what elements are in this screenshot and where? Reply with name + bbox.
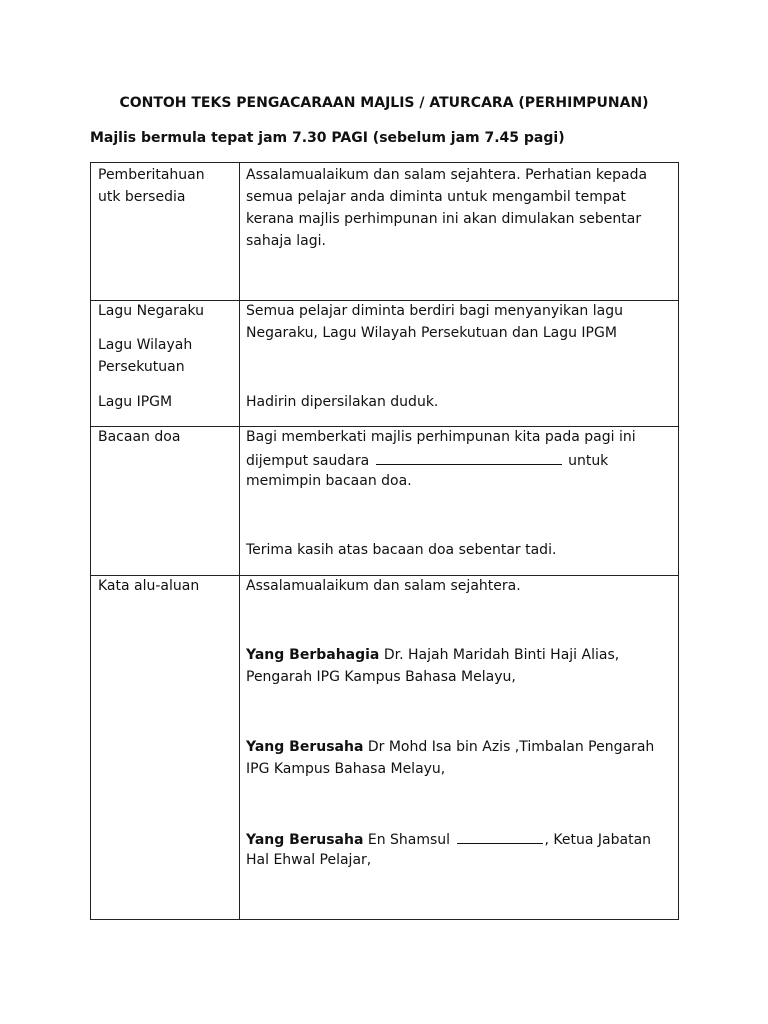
row2-text-line3: Hadirin dipersilakan duduk. [246,394,439,410]
row1-text-line1: Assalamualaikum dan salam sejahtera. Perhatian kepada [246,167,648,183]
row-divider [91,575,678,576]
document-title: CONTOH TEKS PENGACARAAN MAJLIS / ATURCARA (PERHIMPUNAN) [119,95,649,111]
document-subtitle: Majlis bermula tepat jam 7.30 PAGI (sebelum jam 7.45 pagi) [90,130,565,146]
programme-table [90,162,679,920]
guest3-line1 [246,829,651,850]
row4-label: Kata alu-aluan [98,578,200,594]
row3-text-line2 [246,450,608,471]
guest3-line2: Hal Ehwal Pelajar, [246,852,372,868]
guest3-position: , Ketua Jabatan [544,832,652,848]
row2-text-line2: Negaraku, Lagu Wilayah Persekutuan dan Lagu IPGM [246,325,617,341]
row1-text-line2: semua pelajar anda diminta untuk mengambil tempat [246,189,626,205]
guest2-line2: IPG Kampus Bahasa Melayu, [246,761,446,777]
row1-label-line1: Pemberitahuan [98,167,205,183]
row-divider [91,300,678,301]
row2-label-persekutuan: Persekutuan [98,359,185,375]
row1-text-line3: kerana majlis perhimpunan ini akan dimulakan sebentar [246,211,642,227]
row4-greeting: Assalamualaikum dan salam sejahtera. [246,578,521,594]
row3-line2-before: dijemput saudara [246,453,370,469]
row3-text-line4: Terima kasih atas bacaan doa sebentar tadi. [246,542,557,558]
row2-text-line1: Semua pelajar diminta berdiri bagi menyanyikan lagu [246,303,623,319]
guest3-title: Yang Berusaha [246,832,364,848]
row3-label: Bacaan doa [98,429,181,445]
row3-line2-after: untuk [568,453,609,469]
row2-label-wilayah: Lagu Wilayah [98,337,193,353]
row2-label-negaraku: Lagu Negaraku [98,303,205,319]
guest2-line1 [246,738,654,757]
row1-text-line4: sahaja lagi. [246,233,326,249]
row3-text-line1: Bagi memberkati majlis perhimpunan kita pada pagi ini [246,429,636,445]
guest2-name: Dr Mohd Isa bin Azis ,Timbalan Pengarah [363,739,655,755]
row-divider [91,426,678,427]
row2-label-ipgm: Lagu IPGM [98,394,173,410]
column-divider [239,163,240,919]
fill-in-blank-surname [457,829,543,844]
guest1-line2: Pengarah IPG Kampus Bahasa Melayu, [246,669,516,685]
guest1-title: Yang Berbahagia [246,647,380,663]
row1-label-line2: utk bersedia [98,189,186,205]
guest2-title: Yang Berusaha [246,739,364,755]
row3-text-line3: memimpin bacaan doa. [246,473,412,489]
guest1-name: Dr. Hajah Maridah Binti Haji Alias, [379,647,620,663]
fill-in-blank-name [376,450,562,465]
guest1-line1 [246,646,619,665]
guest3-name: En Shamsul [363,832,451,848]
